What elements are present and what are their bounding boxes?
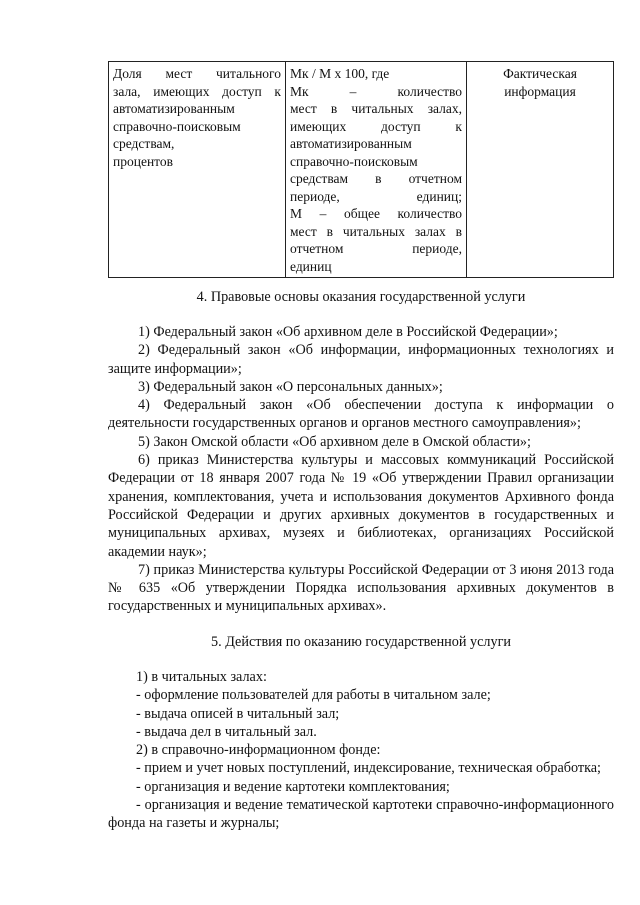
list-item: 4) Федеральный закон «Об обеспечении доступа к информации о деятельности государственных органов и органов местного самоуправления»; — [108, 397, 614, 432]
cell-line: периоде, единиц; — [290, 188, 462, 204]
cell-line: справочно-поисковым — [290, 153, 418, 169]
list-item: 2) Федеральный закон «Об информации, информационных технологиях и защите информации»; — [108, 342, 614, 377]
list-item: - оформление пользователей для работы в читальном зале; — [136, 687, 491, 704]
cell-line: автоматизированным — [113, 101, 235, 116]
table-row — [109, 62, 614, 278]
list-item: - выдача дел в читальный зал. — [136, 723, 317, 740]
section-4-heading: 4. Правовые основы оказания государственной услуги — [196, 289, 526, 305]
cell-line: М – общее количество — [290, 206, 462, 221]
cell-line: справочно-поисковым — [113, 118, 241, 134]
list-item: 6) приказ Министерства культуры и массовых коммуникаций Российской Федерации от 18 января 2007 года № 19 «Об утверждении Правил организации хранения, комплектования, учета и использования документов Архивного фонда Российской Федерации и других архивных документов в государственных и муниципальных архивах, музеях и библиотеках, организациях Российской академии наук»; — [108, 452, 614, 560]
cell-line: мест в читальных залах, — [290, 101, 462, 116]
indicator-name-cell — [109, 62, 286, 278]
list-item: - организация и ведение картотеки комплектования; — [136, 778, 450, 795]
cell-line: мест в читальных залах в — [290, 223, 462, 239]
source-cell — [467, 62, 614, 278]
list-item: 5) Закон Омской области «Об архивном деле в Омской области»; — [138, 433, 531, 450]
cell-line: процентов — [113, 153, 174, 169]
cell-line: Мк – количество — [290, 83, 462, 99]
list-item: - выдача описей в читальный зал; — [136, 705, 340, 722]
list-item: - прием и учет новых поступлений, индексирование, техническая обработка; — [136, 760, 601, 777]
cell-line: Мк / М х 100, где — [290, 66, 390, 81]
section-5-heading: 5. Действия по оказанию государственной услуги — [211, 634, 511, 650]
list-item: 7) приказ Министерства культуры Российской Федерации от 3 июня 2013 года № 635 «Об утверждении Порядка использования архивных документов в государственных и муниципальных архивах». — [108, 561, 614, 615]
cell-line: отчетном периоде, — [290, 241, 462, 256]
section-5-list — [108, 668, 614, 833]
cell-line: имеющих доступ к — [290, 118, 462, 134]
list-item: 1) в читальных залах: — [136, 669, 267, 685]
list-item: 2) в справочно-информационном фонде: — [136, 742, 381, 759]
cell-line: зала, имеющих доступ к — [113, 83, 281, 99]
cell-line: информация — [504, 83, 576, 99]
cell-line: средствам, — [113, 136, 175, 151]
cell-line: средствам в отчетном — [290, 171, 462, 186]
cell-line: Фактическая — [503, 66, 577, 81]
formula-cell — [286, 62, 467, 278]
indicator-table — [108, 61, 614, 278]
cell-line: автоматизированным — [290, 136, 412, 151]
list-item: 1) Федеральный закон «Об архивном деле в Российской Федерации»; — [138, 324, 558, 340]
section-4-list — [108, 323, 614, 616]
list-item: 3) Федеральный закон «О персональных данных»; — [138, 378, 443, 395]
cell-line: единиц — [290, 258, 332, 274]
list-item: - организация и ведение тематической картотеки справочно-информационного фонда на газеты и журналы; — [108, 797, 614, 832]
cell-line: Доля мест читального — [113, 66, 281, 81]
